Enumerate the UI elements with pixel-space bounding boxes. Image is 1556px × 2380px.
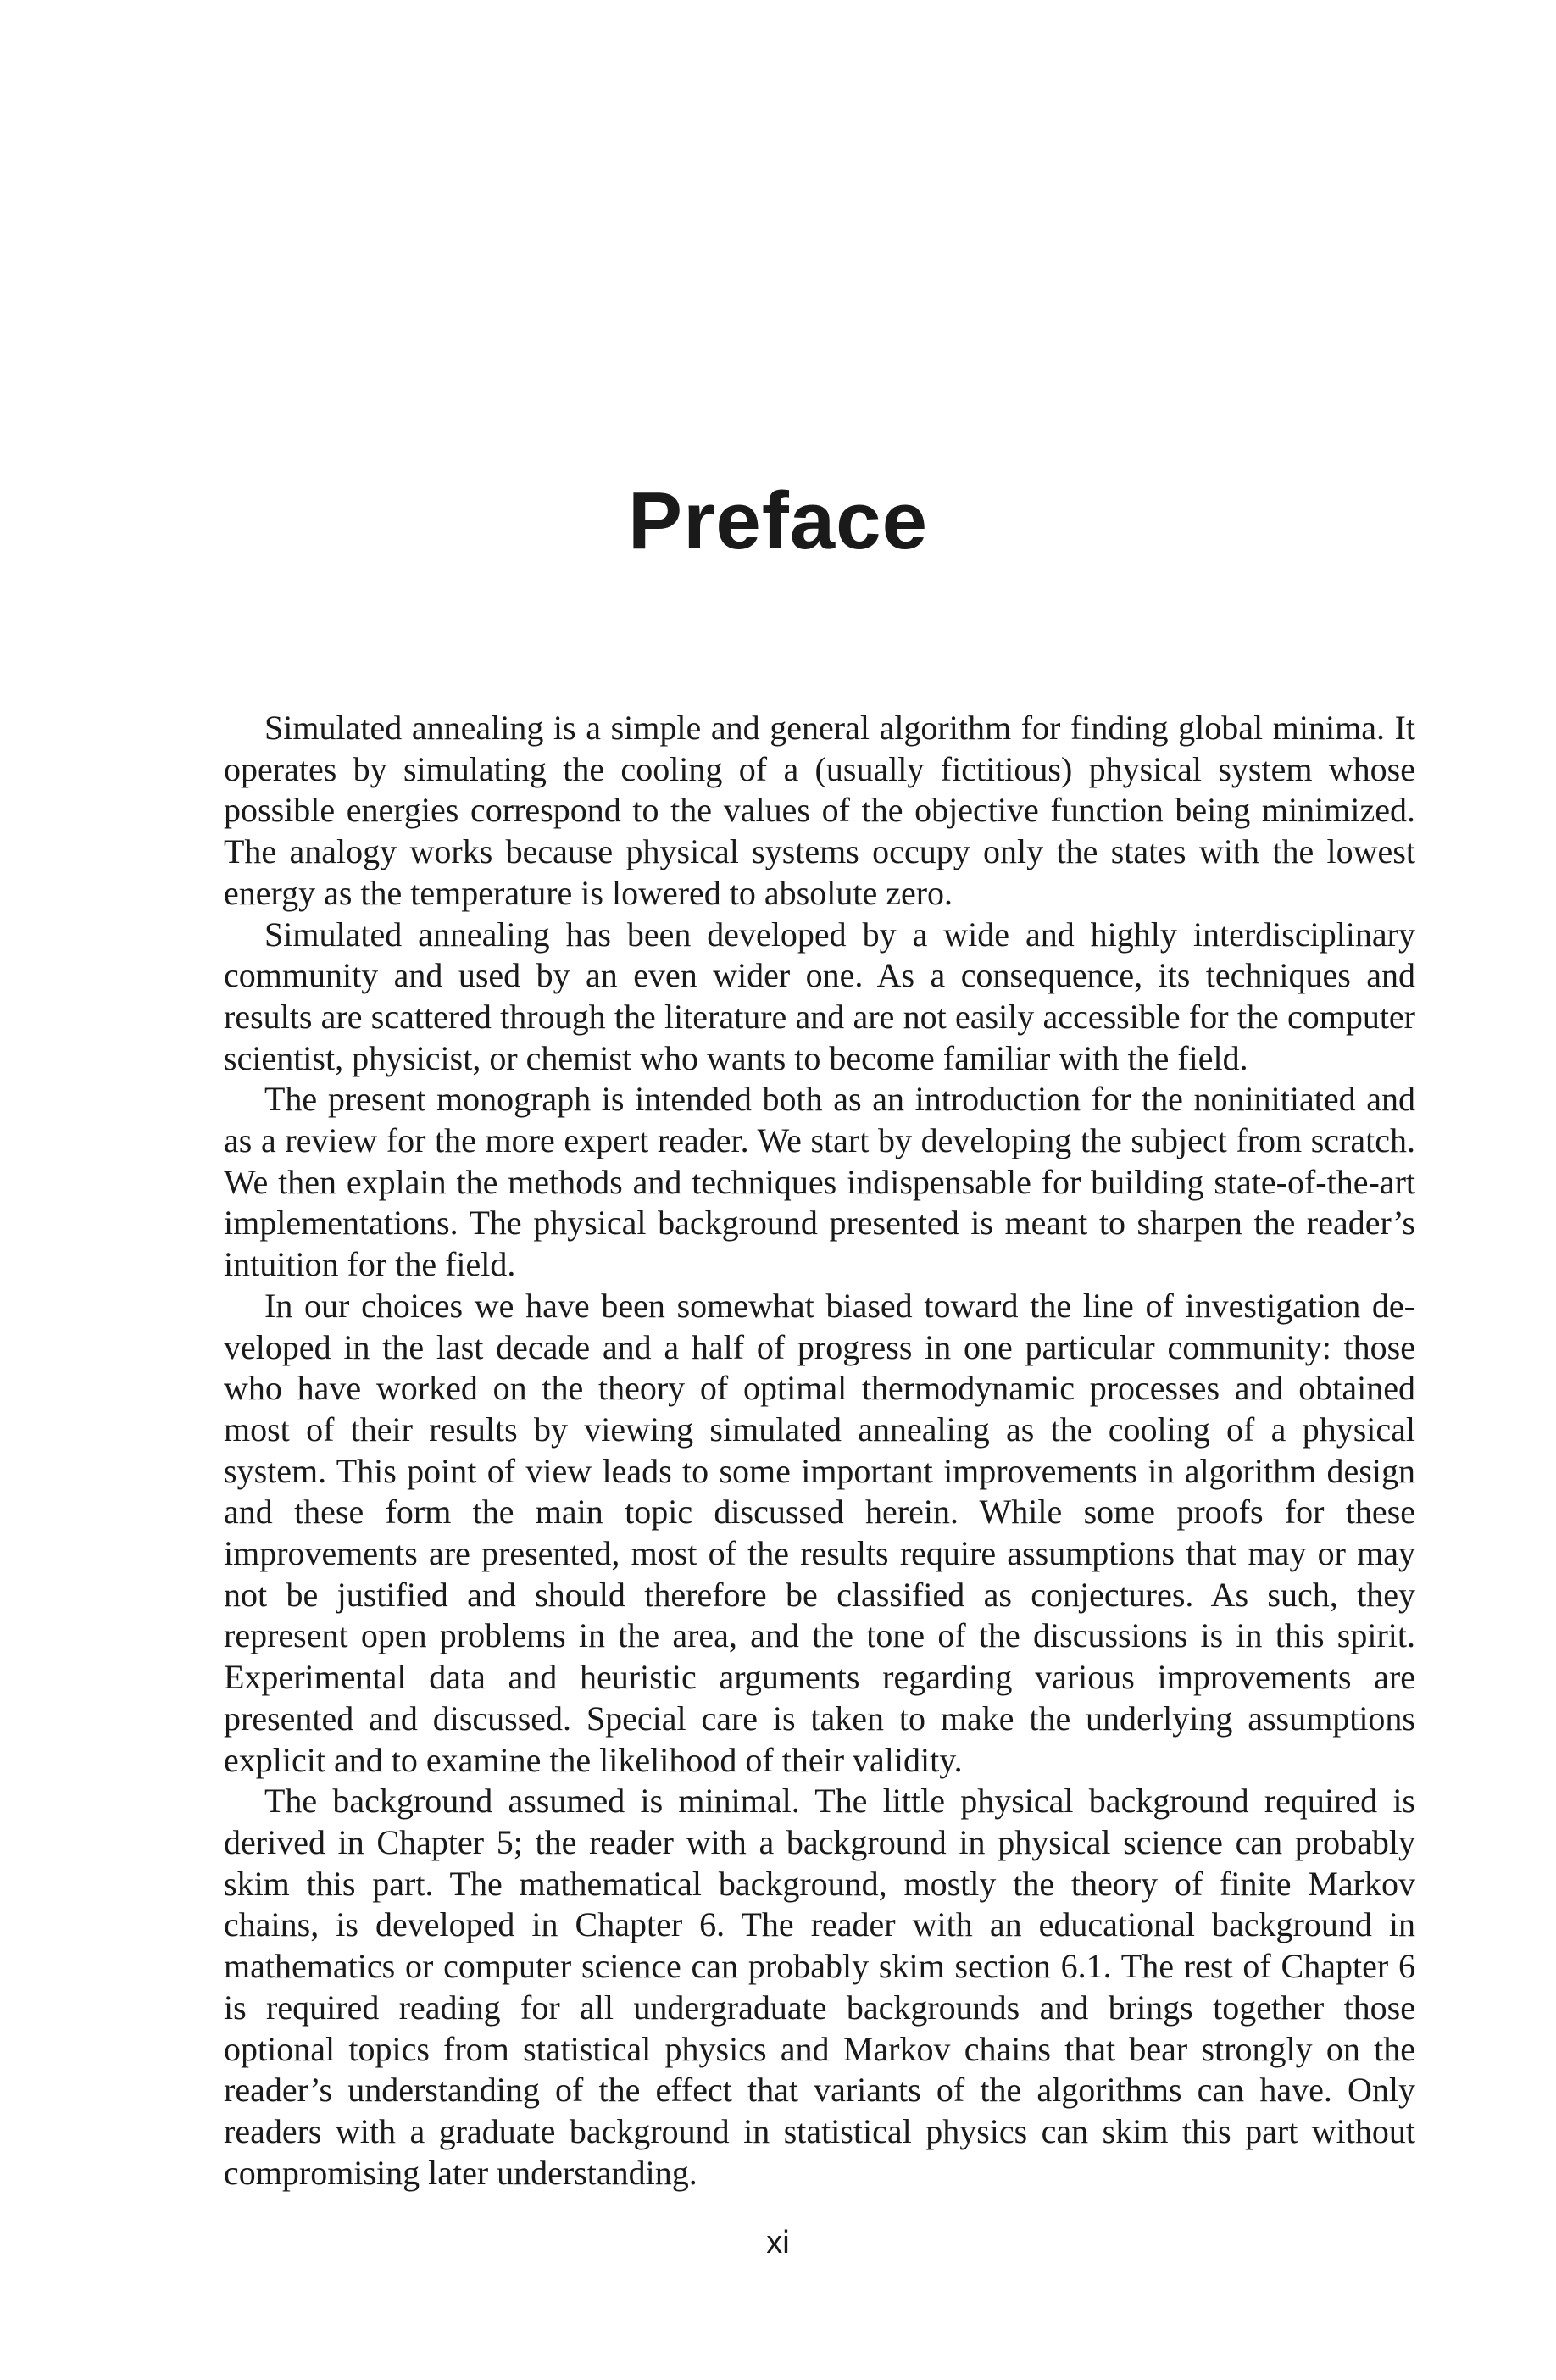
- paragraph: The background assumed is minimal. The little physical background required is derived in Chapter 5; the reader with a background in physical science can probably skim this part. The mathematical background, mostly the theory of finite Markov chains, is developed in Chapter 6. The reader with an educational background in mathematics or computer science can probably skim section 6.1. The rest of Chapter 6 is required reading for all undergraduate backgrounds and brings together those optional topics from statistical physics and Markov chains that bear strongly on the reader’s understanding of the effect that variants of the algorithms can have. Only readers with a graduate background in statistical physics can skim this part without compromising later understanding.: [224, 1782, 1415, 2192]
- page-number: xi: [766, 2225, 790, 2260]
- page-title: Preface: [628, 475, 928, 566]
- paragraph: In our choices we have been somewhat biased toward the line of investigation developed in the last decade and a half of progress in one particular community: those who have worked on the theory of optimal thermodynamic processes and obtained most of their results by viewing simulated annealing as the cooling of a physical system. This point of view leads to some important improvements in algorithm design and these form the main topic discussed herein. While some proofs for these improvements are presented, most of the results require assumptions that may or may not be justified and should therefore be classified as conjectures. As such, they represent open problems in the area, and the tone of the discussions is in this spirit. Experimental data and heuristic arguments regarding various improvements are presented and discussed. Special care is taken to make the underlying assumptions explicit and to examine the likelihood of their validity.: [224, 1286, 1415, 1779]
- paragraph: Simulated annealing has been developed by a wide and highly interdisciplinary community and used by an even wider one. As a consequence, its techniques and results are scattered through the literature and are not easily accessible for the computer scientist, physicist, or chemist who wants to become familiar with the field.: [224, 915, 1415, 1077]
- preface-body: [224, 708, 1415, 2194]
- paragraph: Simulated annealing is a simple and general algorithm for finding global minima. It operates by simulating the cooling of a (usually fictitious) physical system whose possible energies correspond to the values of the objective function being minimized. The analogy works because physical systems occupy only the states with the lowest energy as the temperature is lowered to absolute zero.: [224, 709, 1415, 912]
- paragraph: The present monograph is intended both as an introduction for the noninitiated and as a review for the more expert reader. We start by developing the subject from scratch. We then explain the methods and techniques indispensable for building state-of-the-art implementations. The physical background presented is meant to sharpen the reader’s intuition for the field.: [224, 1080, 1415, 1284]
